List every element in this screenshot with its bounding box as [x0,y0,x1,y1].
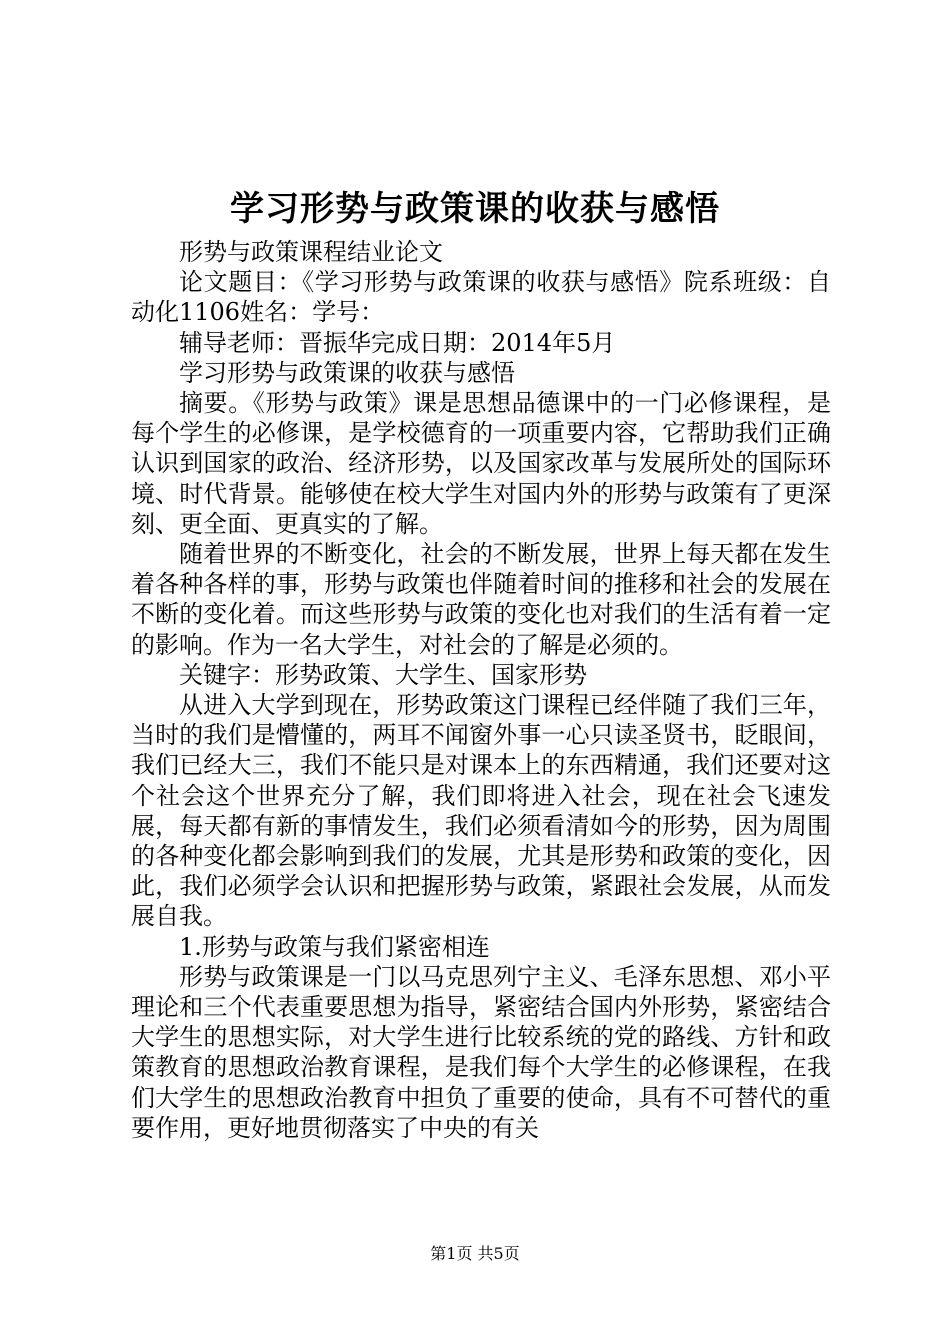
paragraph-subtitle: 学习形势与政策课的收获与感悟 [179,358,515,387]
paragraph-paper-info: 论文题目：《学习形势与政策课的收获与感悟》院系班级：自动化1106姓名：学号： [131,268,831,327]
paragraph-world-change: 随着世界的不断变化，社会的不断发展，世界上每天都在发生着各种各样的事，形势与政策也伴随着时间的推移和社会的发展在不断的变化着。而这些形势与政策的变化也对我们的生活有着一定的影响。作为一名大学生，对社会的了解是必须的。 [131,540,831,659]
paragraph-section-1: 形势与政策课是一门以马克思列宁主义、毛泽东思想、邓小平理论和三个代表重要思想为指导，紧密结合国内外形势，紧密结合大学生的思想实际，对大学生进行比较系统的党的路线、方针和政策教育的思想政治教育课程，是我们每个大学生的必修课程，在我们大学生的思想政治教育中担负了重要的使命，具有不可替代的重要作用，更好地贯彻落实了中央的有关 [131,962,831,1142]
paragraph-course-paper: 形势与政策课程结业论文 [179,238,443,266]
paragraph-introduction: 从进入大学到现在，形势政策这门课程已经伴随了我们三年，当时的我们是懵懂的，两耳不闻窗外事一心只读圣贤书，眨眼间，我们已经大三，我们不能只是对课本上的东西精通，我们还要对这个社会这个世界充分了解，我们即将进入社会，现在社会飞速发展，每天都有新的事情发生，我们必须看清如今的形势，因为周围的各种变化都会影响到我们的发展，尤其是形势和政策的变化，因此，我们必须学会认识和把握形势与政策，紧跟社会发展，从而发展自我。 [131,691,831,931]
paragraph-advisor-date: 辅导老师：晋振华完成日期：2014年5月 [179,328,616,357]
page-footer: 第1页 共5页 [430,1244,520,1263]
paragraph-abstract: 摘要。《形势与政策》课是思想品德课中的一门必修课程，是每个学生的必修课，是学校德育的一项重要内容，它帮助我们正确认识到国家的政治、经济形势，以及国家改革与发展所处的国际环境、时代背景。能够使在校大学生对国内外的形势与政策有了更深刻、更全面、更真实的了解。 [131,389,831,538]
document-body [131,237,831,1143]
paragraph-keywords: 关键字：形势政策、大学生、国家形势 [179,660,587,689]
section-heading-1: 1.形势与政策与我们紧密相连 [179,932,490,961]
document-title: 学习形势与政策课的收获与感悟 [230,189,720,229]
